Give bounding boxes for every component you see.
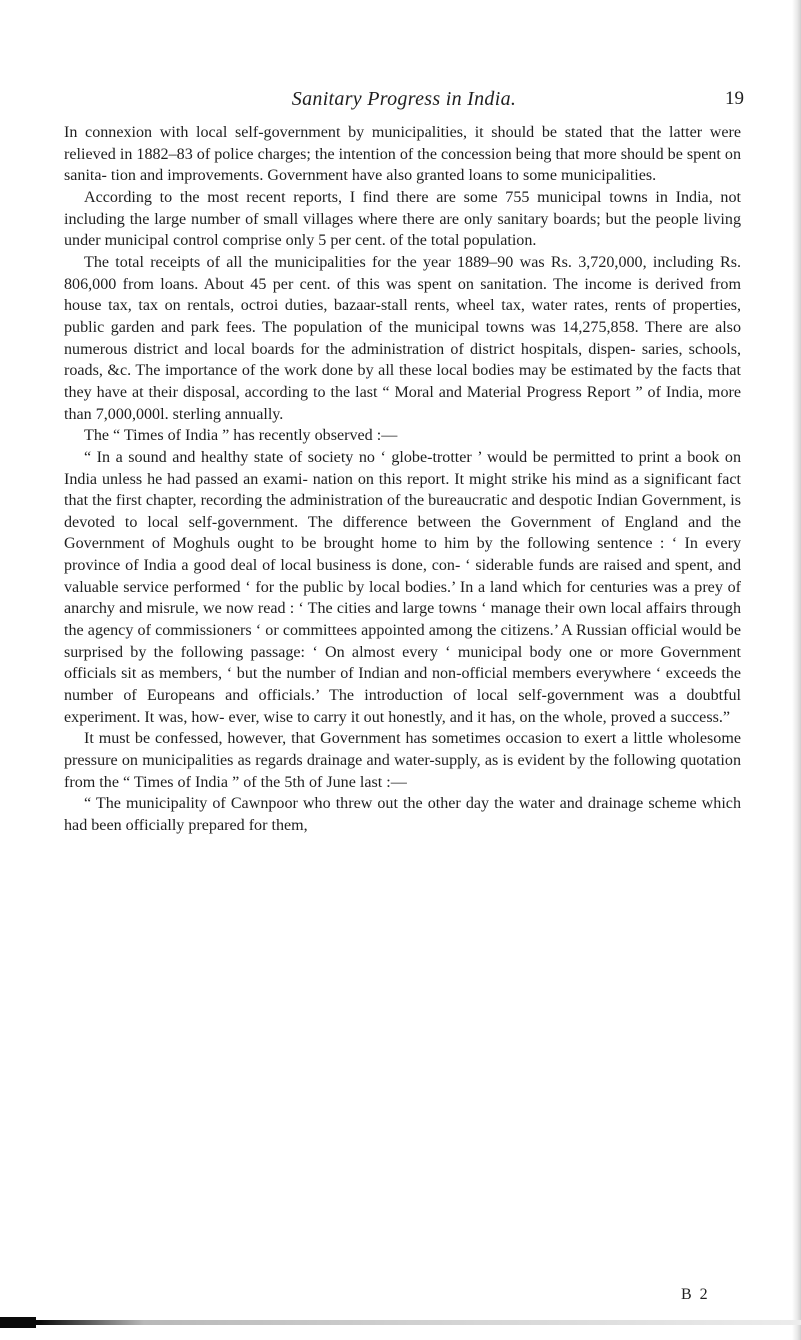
bottom-scan-edge — [0, 1320, 801, 1325]
scan-edge-dark-corner — [0, 1317, 36, 1328]
paragraph-self-government: In connexion with local self-government by municipalities, it should be stated that the latter were relieved in 1882–83 of police charges; the intention of the concession being that more should be spent on sanita- tion and improvements. Government have also granted loans to some municipalities. — [64, 124, 741, 185]
body-text — [64, 122, 741, 837]
page-number: 19 — [725, 88, 744, 109]
signature-mark: B 2 — [681, 1286, 710, 1303]
paragraph-quotation: “ In a sound and healthy state of society no ‘ globe-trotter ’ would be permitted to print a book on India unless he had passed an exami- nation on this report. It might strike his mind as a significant fact that the first chapter, recording the administration of the bureaucratic and despotic Indian Government, is devoted to local self-government. The difference between the Government of England and the Government of Moghuls ought to be brought home to him by the following sentence : ‘ In every province of India a good deal of local business is done, con- ‘ siderable funds are raised and spent, and valuable service performed ‘ for the public by local bodies.’ In a land which for centuries was a prey of anarchy and misrule, we now read : ‘ The cities and large towns ‘ manage their own local affairs through the agency of commissioners ‘ or committees appointed among the citizens.’ A Russian official would be surprised by the following passage: ‘ On almost every ‘ municipal body one or more Government officials sit as members, ‘ but the number of Indian and non-official members everywhere ‘ exceeds the number of Europeans and officials.’ The introduction of local self-government was a doubtful experiment. It was, how- ever, wise to carry it out honestly, and it has, on the whole, proved a success.” — [64, 448, 741, 726]
paragraph-cawnpoor: “ The municipality of Cawnpoor who threw out the other day the water and drainage scheme which had been officially prepared for them, — [64, 795, 741, 834]
paragraph-receipts: The total receipts of all the municipalities for the year 1889–90 was Rs. 3,720,000, including Rs. 806,000 from loans. About 45 per cent. of this was spent on sanitation. The income is derived from house tax, tax on rentals, octroi duties, bazaar-stall rents, wheel tax, water rates, rents of properties, public garden and park fees. The population of the municipal towns was 14,275,858. There are also numerous district and local boards for the administration of district hospitals, dispen- saries, schools, roads, &c. The importance of the work done by all these local bodies may be estimated by the facts that they have at their disposal, according to the last “ Moral and Material Progress Report ” of India, more than 7,000,000l. sterling annually. — [64, 253, 741, 423]
paragraph-times-intro: The “ Times of India ” has recently observed :— — [84, 427, 398, 445]
paragraph-municipal-towns: According to the most recent reports, I find there are some 755 municipal towns in India, not including the large number of small villages where there are only sanitary boards; but the people living under municipal control comprise only 5 per cent. of the total population. — [64, 188, 741, 250]
running-title: Sanitary Progress in India. — [291, 88, 517, 110]
paragraph-pressure: It must be confessed, however, that Government has sometimes occasion to exert a little wholesome pressure on municipalities as regards drainage and water-supply, as is evident by the following quotation from the “ Times of India ” of the 5th of June last :— — [64, 730, 741, 791]
page-edge-shadow — [792, 0, 801, 1340]
page-header — [64, 88, 744, 112]
